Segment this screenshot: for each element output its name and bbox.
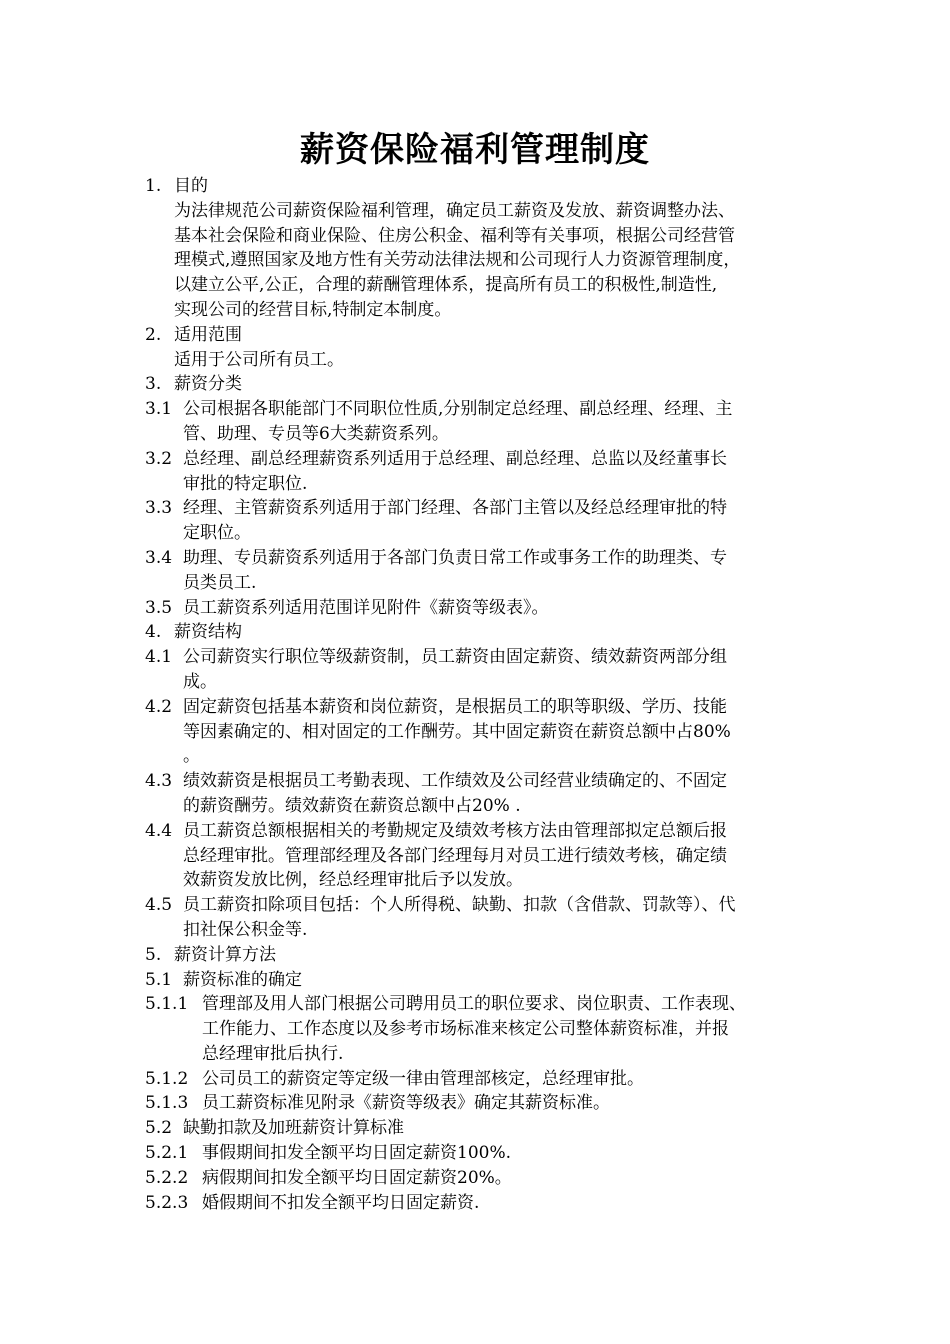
clause-line: 员工薪资扣除项目包括：个人所得税、缺勤、扣款（含借款、罚款等）、代 — [183, 895, 736, 916]
subclause-text — [202, 1166, 512, 1191]
clause-line: 成。 — [183, 671, 217, 692]
clause-line: 助理、专员薪资系列适用于各部门负责日常工作或事务工作的助理类、专 — [183, 547, 727, 568]
clause-line: 总经理、副总经理薪资系列适用于总经理、副总经理、总监以及经董事长 — [183, 448, 727, 469]
clause-text — [183, 1116, 404, 1141]
clause-line: 等因素确定的、相对固定的工作酬劳。其中固定薪资在薪资总额中占80% — [183, 721, 731, 742]
subclause — [145, 992, 820, 1066]
subclause — [145, 1191, 820, 1216]
clause-line: 的薪资酬劳。绩效薪资在薪资总额中占20% . — [183, 795, 521, 816]
subclause-text — [202, 1141, 511, 1166]
subclause-number: 5.1.2 — [145, 1068, 189, 1089]
subclause-line: 员工薪资标准见附录《薪资等级表》确定其薪资标准。 — [202, 1093, 610, 1114]
subclause-line: 婚假期间不扣发全额平均日固定薪资. — [202, 1192, 480, 1213]
clause — [145, 596, 820, 621]
clause-number: 4.3 — [145, 771, 173, 792]
section-heading — [145, 323, 820, 348]
section-heading — [145, 943, 820, 968]
clause-text — [183, 819, 727, 893]
clause — [145, 893, 820, 943]
clause — [145, 1116, 820, 1141]
subclause-line: 公司员工的薪资定等定级一律由管理部核定，总经理审批。 — [202, 1068, 644, 1089]
clause-line: 总经理审批。管理部经理及各部门经理每月对员工进行绩效考核，确定绩 — [183, 845, 727, 866]
section-heading — [145, 620, 820, 645]
clause — [145, 447, 820, 497]
clause-number: 4.1 — [145, 647, 173, 668]
subclause-number: 5.1.3 — [145, 1093, 189, 1114]
clause-number: 3.5 — [145, 597, 173, 618]
clause — [145, 769, 820, 819]
clause-line: 绩效薪资是根据员工考勤表现、工作绩效及公司经营业绩确定的、不固定 — [183, 771, 727, 792]
subclause-number: 5.2.2 — [145, 1167, 189, 1188]
subclause-text — [202, 1191, 479, 1216]
clause — [145, 397, 820, 447]
document-body — [145, 174, 820, 1215]
subclause — [145, 1141, 820, 1166]
clause — [145, 546, 820, 596]
section-heading — [145, 174, 820, 199]
clause-line: 薪资标准的确定 — [183, 969, 302, 990]
clause-line: 公司根据各职能部门不同职位性质,分别制定总经理、副总经理、经理、主 — [183, 399, 733, 420]
clause-line: 缺勤扣款及加班薪资计算标准 — [183, 1118, 404, 1139]
subclause-number: 5.2.3 — [145, 1192, 189, 1213]
clause-text — [183, 447, 727, 497]
subclause — [145, 1067, 820, 1092]
clause-number: 5.2 — [145, 1118, 173, 1139]
clause-line: 公司薪资实行职位等级薪资制，员工薪资由固定薪资、绩效薪资两部分组 — [183, 647, 727, 668]
subclause-line: 总经理审批后执行. — [202, 1043, 344, 1064]
clause-line: 员工薪资总额根据相关的考勤规定及绩效考核方法由管理部拟定总额后报 — [183, 820, 727, 841]
clause-number: 3.2 — [145, 448, 173, 469]
clause-text — [183, 546, 727, 596]
clause-line: 定职位。 — [183, 523, 251, 544]
clause-line: 员工薪资系列适用范围详见附件《薪资等级表》。 — [183, 597, 549, 618]
paragraph-line: 实现公司的经营目标,特制定本制度。 — [174, 299, 452, 320]
clause-line: 管、助理、专员等6大类薪资系列。 — [183, 423, 449, 444]
subclause-line: 管理部及用人部门根据公司聘用员工的职位要求、岗位职责、工作表现、 — [202, 994, 746, 1015]
section-title: 薪资分类 — [174, 374, 242, 395]
paragraph — [145, 199, 820, 323]
paragraph — [145, 348, 820, 373]
clause-text — [183, 496, 727, 546]
clause-number: 3.1 — [145, 399, 173, 420]
subclause-line: 事假期间扣发全额平均日固定薪资100%. — [202, 1143, 512, 1164]
clause-line: 。 — [183, 746, 200, 767]
clause-text — [183, 769, 727, 819]
clause-number: 5.1 — [145, 969, 173, 990]
section-heading — [145, 372, 820, 397]
subclause-text — [202, 1091, 610, 1116]
clause-line: 扣社保公积金等. — [183, 919, 308, 940]
clause-number: 3.3 — [145, 498, 173, 519]
clause-number: 4.2 — [145, 696, 173, 717]
clause-line: 员类员工. — [183, 572, 257, 593]
paragraph-line: 适用于公司所有员工。 — [174, 349, 344, 370]
subclause — [145, 1091, 820, 1116]
subclause-text — [202, 992, 746, 1066]
clause-text — [183, 397, 732, 447]
subclause — [145, 1166, 820, 1191]
paragraph-line: 为法律规范公司薪资保险福利管理，确定员工薪资及发放、薪资调整办法、 — [174, 200, 735, 221]
clause-text — [183, 968, 302, 993]
clause-text — [183, 695, 731, 769]
paragraph-line: 以建立公平,公正，合理的薪酬管理体系，提高所有员工的积极性,制造性, — [174, 275, 718, 296]
clause — [145, 645, 820, 695]
section-title: 目的 — [174, 176, 208, 196]
clause — [145, 819, 820, 893]
subclause-line: 工作能力、工作态度以及参考市场标准来核定公司整体薪资标准，并报 — [202, 1019, 729, 1040]
section-title: 薪资计算方法 — [174, 944, 276, 965]
section-number: 2. — [145, 324, 162, 345]
clause — [145, 496, 820, 546]
clause-line: 审批的特定职位. — [183, 473, 308, 494]
section-number: 4. — [145, 622, 162, 643]
clause-number: 3.4 — [145, 547, 173, 568]
subclause-number: 5.2.1 — [145, 1143, 189, 1164]
clause-line: 经理、主管薪资系列适用于部门经理、各部门主管以及经总经理审批的特 — [183, 498, 727, 519]
clause-text — [183, 596, 549, 621]
section-title: 适用范围 — [174, 324, 242, 345]
paragraph-line: 理模式,遵照国家及地方性有关劳动法律法规和公司现行人力资源管理制度， — [174, 250, 741, 271]
subclause-text — [202, 1067, 644, 1092]
clause-line: 固定薪资包括基本薪资和岗位薪资，是根据员工的职等职级、学历、技能 — [183, 696, 727, 717]
clause-text — [183, 893, 736, 943]
section-number: 5. — [145, 944, 162, 965]
subclause-line: 病假期间扣发全额平均日固定薪资20%。 — [202, 1167, 512, 1188]
clause-line: 效薪资发放比例，经总经理审批后予以发放。 — [183, 870, 523, 891]
clause-number: 4.5 — [145, 895, 173, 916]
clause-text — [183, 645, 727, 695]
section-number: 3. — [145, 374, 162, 395]
document-title: 薪资保险福利管理制度 — [300, 130, 650, 170]
subclause-number: 5.1.1 — [145, 994, 189, 1015]
section-title: 薪资结构 — [174, 622, 242, 643]
paragraph-line: 基本社会保险和商业保险、住房公积金、福利等有关事项，根据公司经营管 — [174, 225, 735, 246]
clause — [145, 695, 820, 769]
clause — [145, 968, 820, 993]
section-number: 1. — [145, 176, 162, 196]
clause-number: 4.4 — [145, 820, 173, 841]
